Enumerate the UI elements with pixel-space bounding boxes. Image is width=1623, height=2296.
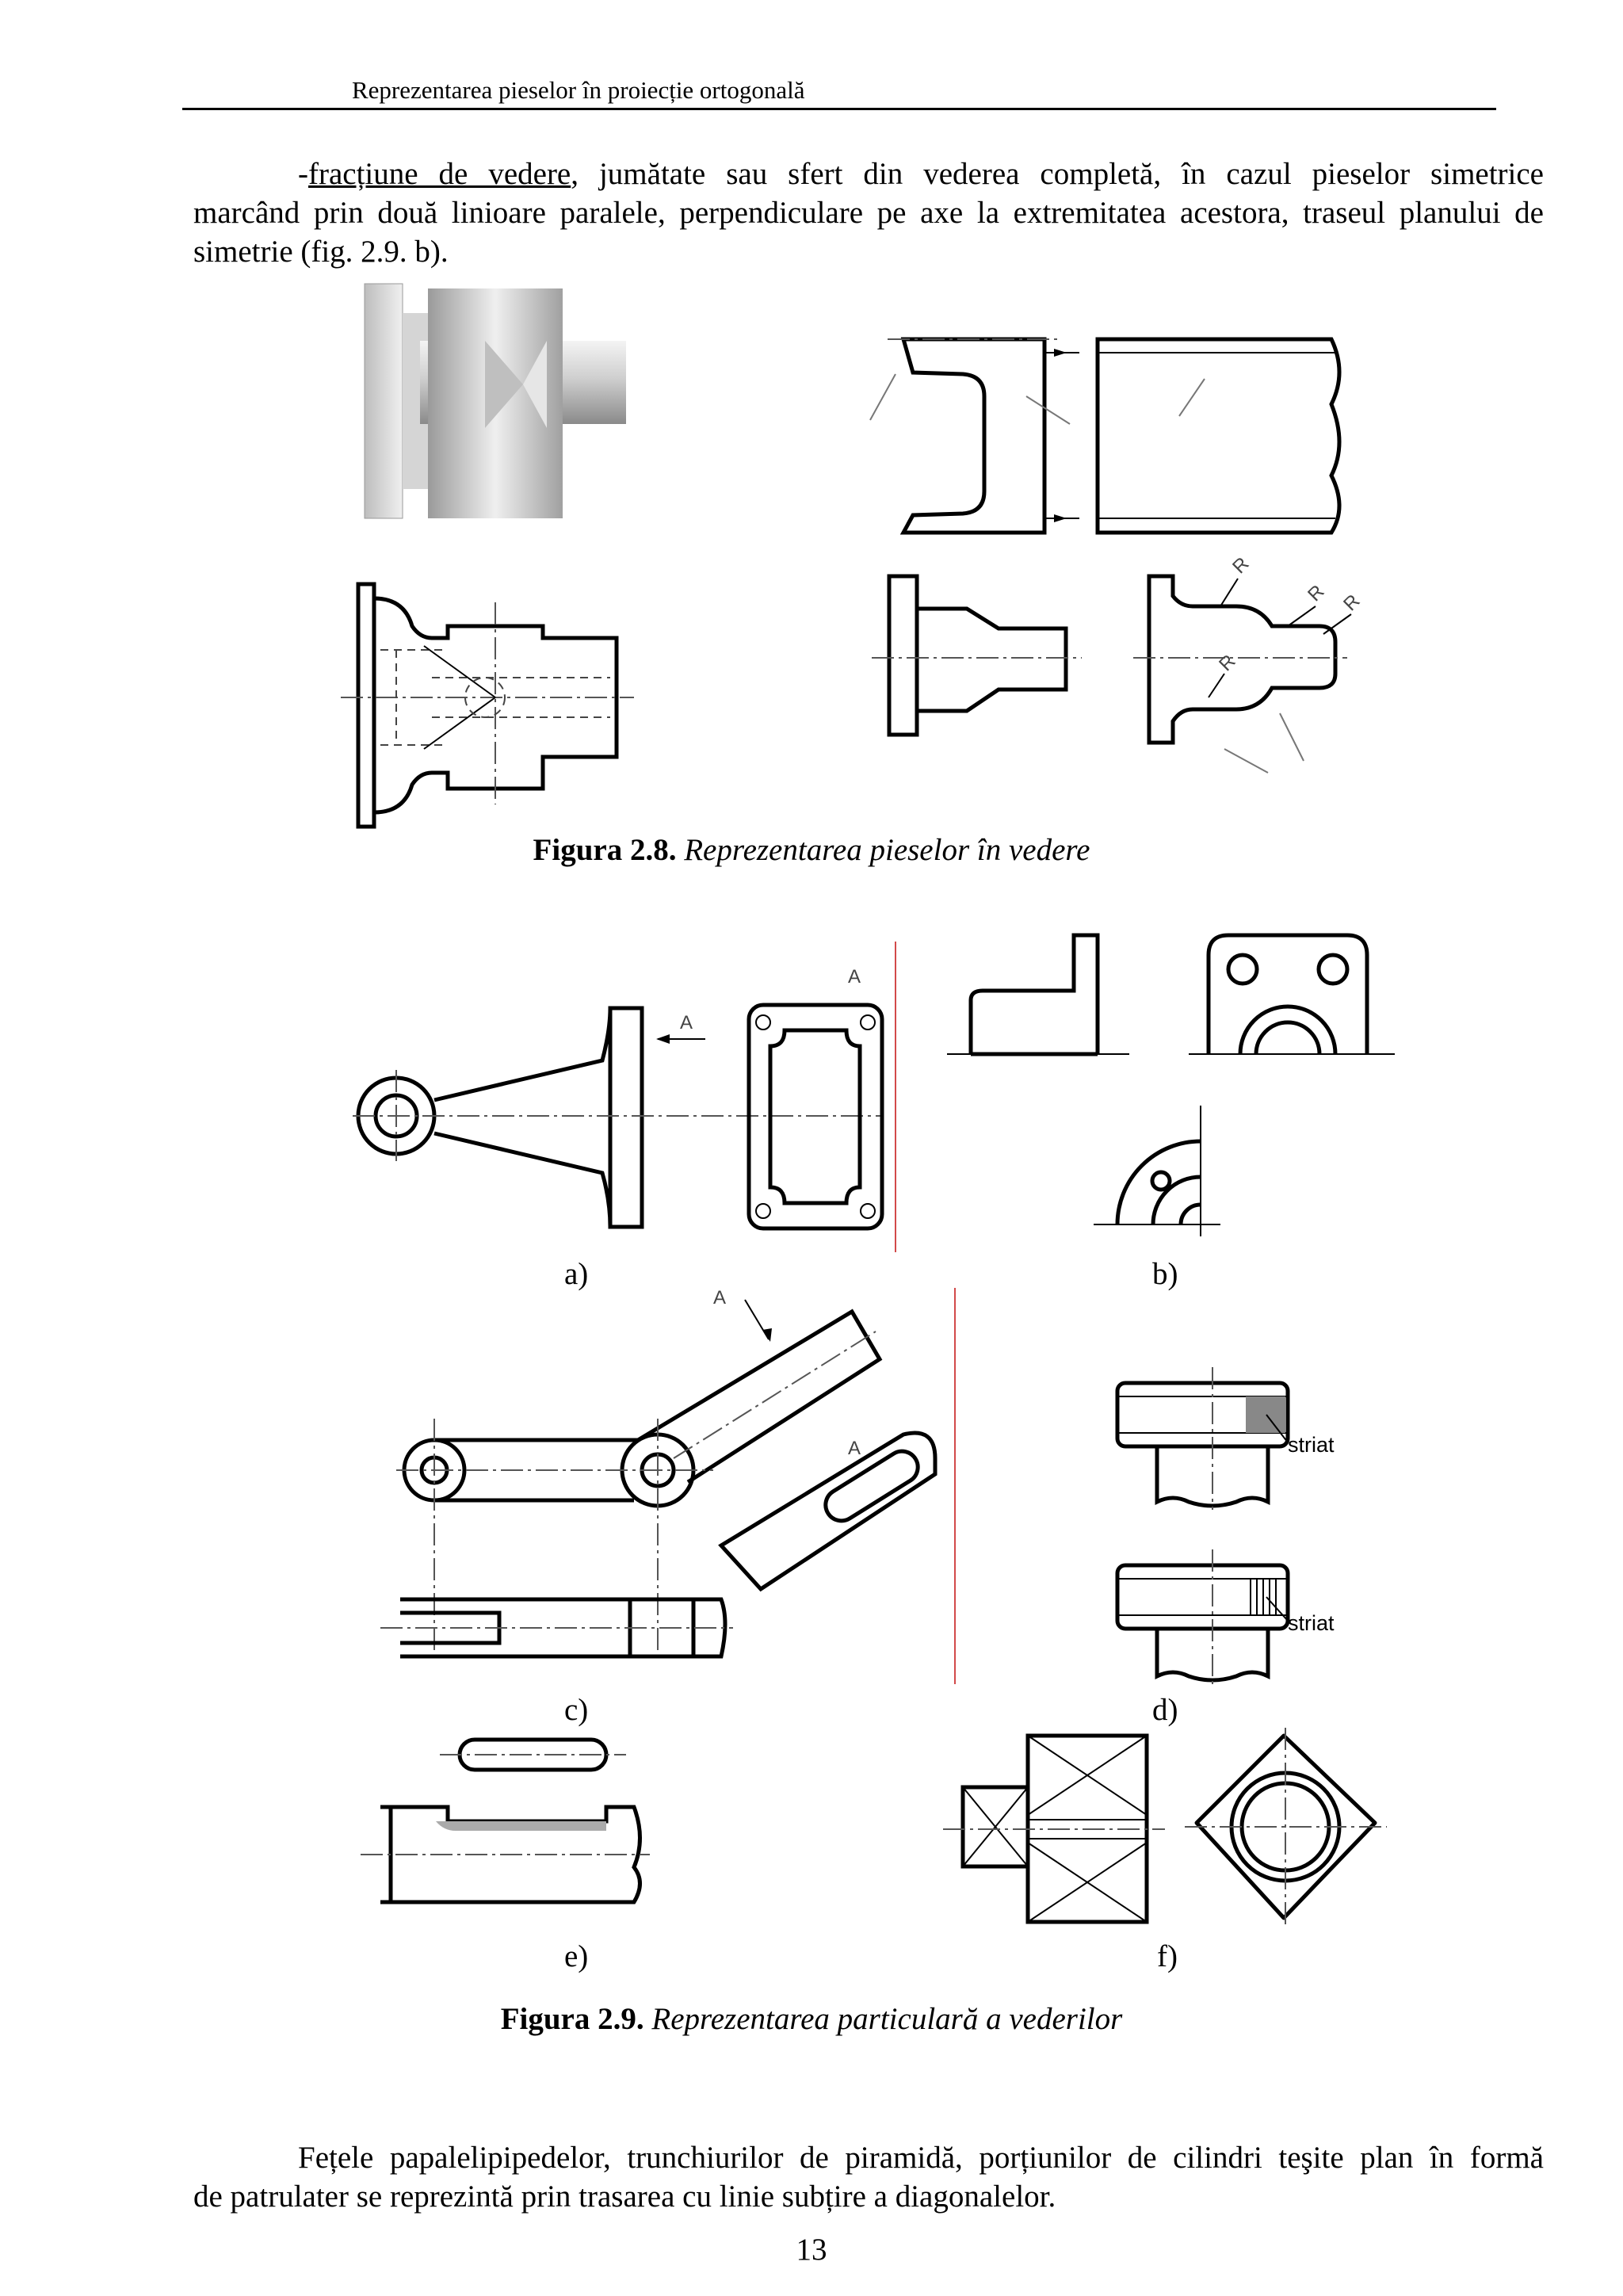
subfigure-f-drawing (943, 1728, 1387, 1926)
view-label-a: A (848, 966, 861, 988)
radius-label-2: R (1304, 580, 1329, 606)
subfigure-label-e: e) (564, 1939, 589, 1973)
subfigure-c-drawing (380, 1287, 955, 1684)
figure-2-8-number: Figura 2.8. (533, 833, 677, 867)
subfigure-label-f: f) (1157, 1939, 1178, 1973)
view-arrow-label-c: A (713, 1287, 727, 1308)
subfigure-e-drawing (361, 1740, 650, 1902)
intro-term: fracțiune de vedere (308, 157, 571, 191)
intro-lead: - (298, 157, 308, 191)
subfigure-d-drawing (1117, 1367, 1335, 1684)
radius-label-4: R (1215, 650, 1240, 676)
figure-2-9-title: Reprezentarea particulară a vederilor (651, 2002, 1123, 2036)
subfigure-a-drawing (353, 942, 896, 1252)
subfigure-b-drawing (947, 935, 1395, 1236)
figure-2-9-number: Figura 2.9. (500, 2002, 644, 2036)
knurl-label-2: striat (1288, 1611, 1335, 1635)
closing-line2: de patrulater se reprezintă prin trasarea cu linie subțire a diagonalelor. (193, 2179, 1056, 2214)
closing-paragraph (193, 2138, 1544, 2216)
knurl-label-1: striat (1288, 1433, 1335, 1457)
running-header: Reprezentarea pieselor în proiecție ortogonală (352, 76, 805, 104)
intro-line2: marcând prin două linioare paralele, perpendiculare pe axe la extremitatea acestora, traseul planului de simetrie (fig. 2.9. b). (193, 196, 1544, 269)
subfigure-label-b: b) (1152, 1257, 1178, 1291)
subfigure-label-c: c) (564, 1693, 589, 1727)
view-arrow-label-a: A (680, 1012, 693, 1033)
subfigure-label-d: d) (1152, 1693, 1178, 1727)
closing-line1: Fețele papalelipipedelor, trunchiurilor de piramidă, porțiunilor de cilindri teşite plan în formă (298, 2141, 1544, 2175)
figure-2-8-title: Reprezentarea pieselor în vedere (684, 833, 1090, 867)
radius-label-1: R (1228, 552, 1254, 579)
figure-2-9-caption (0, 2001, 1623, 2037)
subfigure-label-a: a) (564, 1257, 589, 1291)
page-number: 13 (796, 2233, 827, 2267)
intro-line1-rest: , jumătate sau sfert din vederea completă, în cazul pieselor simetrice (571, 157, 1544, 191)
view-label-c: A (848, 1438, 861, 1459)
radius-label-3: R (1339, 590, 1365, 616)
